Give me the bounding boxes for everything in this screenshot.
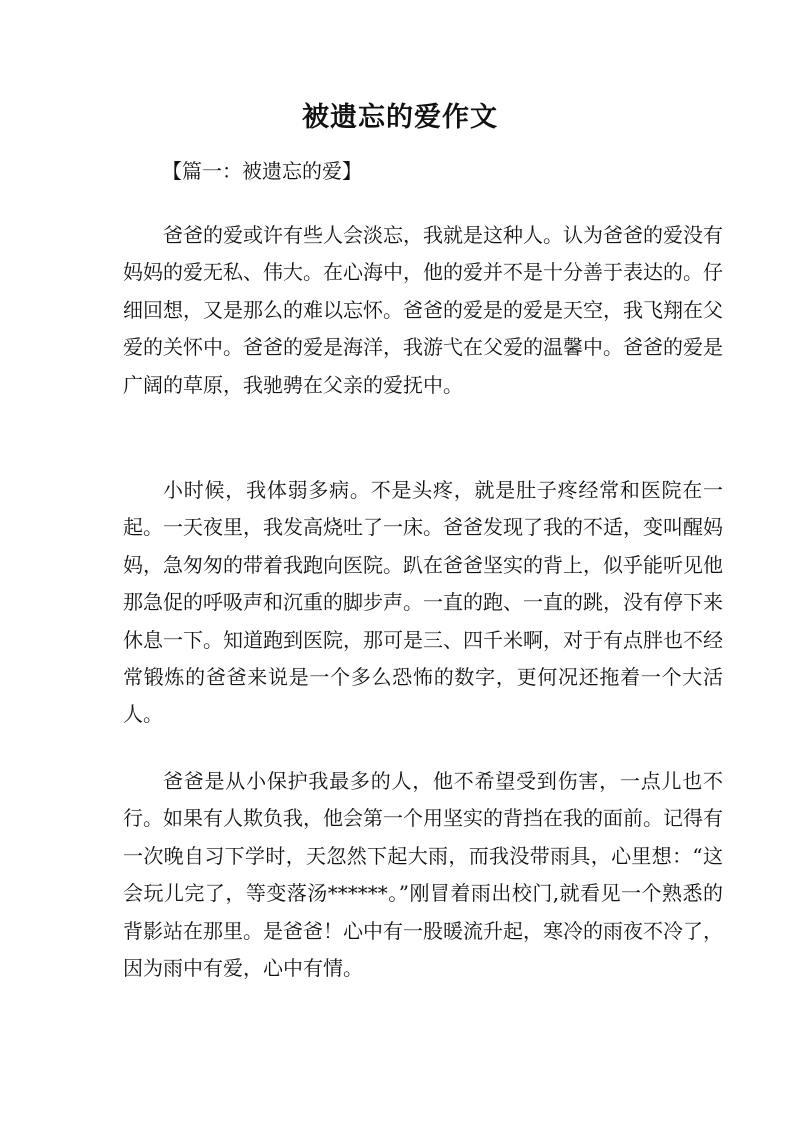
section-heading: 【篇一：被遗忘的爱】 (162, 159, 362, 183)
paragraph-3: 爸爸是从小保护我最多的人，他不希望受到伤害，一点儿也不行。如果有人欺负我，他会第一个用坚实的背挡在我的面前。记得有一次晚自习下学时，天忽然下起大雨，而我没带雨具，心里想：“这会玩儿完了，等变落汤******。”刚冒着雨出校门,就看见一个熟悉的背影站在那里。是爸爸！心中有一股暖流升起，寒冷的雨夜不冷了，因为雨中有爱，心中有情。 (123, 769, 723, 981)
document-title: 被遗忘的爱作文 (302, 102, 498, 133)
paragraph-2: 小时候，我体弱多病。不是头疼，就是肚子疼经常和医院在一起。一天夜里，我发高烧吐了一床。爸爸发现了我的不适，变叫醒妈妈，急匆匆的带着我跑向医院。趴在爸爸坚实的背上，似乎能听见他那急促的呼吸声和沉重的脚步声。一直的跑、一直的跳，没有停下来休息一下。知道跑到医院，那可是三、四千米啊，对于有点胖也不经常锻炼的爸爸来说是一个多么恐怖的数字，更何况还拖着一个大活人。 (123, 478, 723, 727)
paragraph-1: 爸爸的爱或许有些人会淡忘，我就是这种人。认为爸爸的爱没有妈妈的爱无私、伟大。在心海中，他的爱并不是十分善于表达的。仔细回想，又是那么的难以忘怀。爸爸的爱是的爱是天空，我飞翔在父爱的关怀中。爸爸的爱是海洋，我游弋在父爱的温馨中。爸爸的爱是广阔的草原，我驰骋在父亲的爱抚中。 (123, 223, 723, 397)
